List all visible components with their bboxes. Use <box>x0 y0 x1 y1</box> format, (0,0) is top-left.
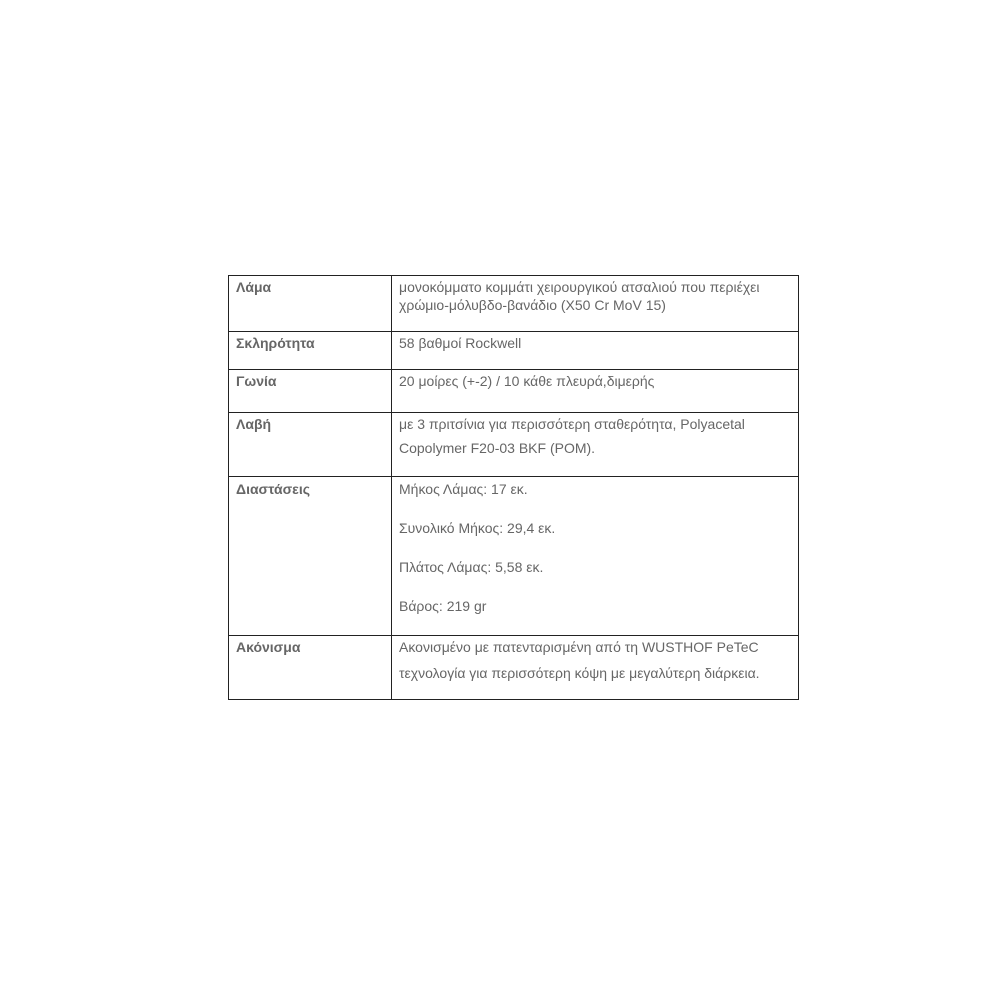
row-value-blade <box>392 276 799 332</box>
row-value-handle <box>392 413 799 477</box>
row-label-text: Γωνία <box>236 373 277 389</box>
row-value-text: Ακονισμένο με πατενταρισμένη από τη WUSTHOF PeTeC τεχνολογία για περισσότερη κόψη με μεγαλύτερη διάρκεια. <box>399 639 760 681</box>
row-label-sharpening <box>229 636 392 700</box>
table-row <box>229 332 799 370</box>
row-label-hardness <box>229 332 392 370</box>
table-row <box>229 636 799 700</box>
dimension-blade-width: Πλάτος Λάμας: 5,58 εκ. <box>399 559 544 575</box>
table-row <box>229 370 799 413</box>
row-label-text: Διαστάσεις <box>236 481 310 497</box>
table-row <box>229 477 799 636</box>
dimension-weight: Βάρος: 219 gr <box>399 598 487 614</box>
row-label-angle <box>229 370 392 413</box>
dimension-blade-length: Μήκος Λάμας: 17 εκ. <box>399 481 528 497</box>
row-value-text: με 3 πριτσίνια για περισσότερη σταθερότητα, Polyacetal Copolymer F20-03 BKF (POM). <box>399 416 745 456</box>
row-label-text: Σκληρότητα <box>236 335 315 351</box>
row-value-angle <box>392 370 799 413</box>
row-label-dimensions <box>229 477 392 636</box>
row-label-handle <box>229 413 392 477</box>
row-value-dimensions <box>392 477 799 636</box>
table-row <box>229 413 799 477</box>
row-label-blade <box>229 276 392 332</box>
row-label-text: Ακόνισμα <box>236 639 301 655</box>
table-row <box>229 276 799 332</box>
row-value-text: 58 βαθμοί Rockwell <box>399 335 522 351</box>
row-label-text: Λαβή <box>236 416 272 432</box>
row-value-hardness <box>392 332 799 370</box>
row-value-text: μονοκόμματο κομμάτι χειρουργικού ατσαλιού που περιέχει χρώμιο-μόλυβδο-βανάδιο (Χ50 Cr MoV 15) <box>399 279 760 313</box>
row-value-text: 20 μοίρες (+-2) / 10 κάθε πλευρά,διμερής <box>399 373 655 389</box>
specifications-table <box>228 275 799 700</box>
row-label-text: Λάμα <box>236 279 272 295</box>
row-value-sharpening <box>392 636 799 700</box>
dimension-total-length: Συνολικό Μήκος: 29,4 εκ. <box>399 520 556 536</box>
